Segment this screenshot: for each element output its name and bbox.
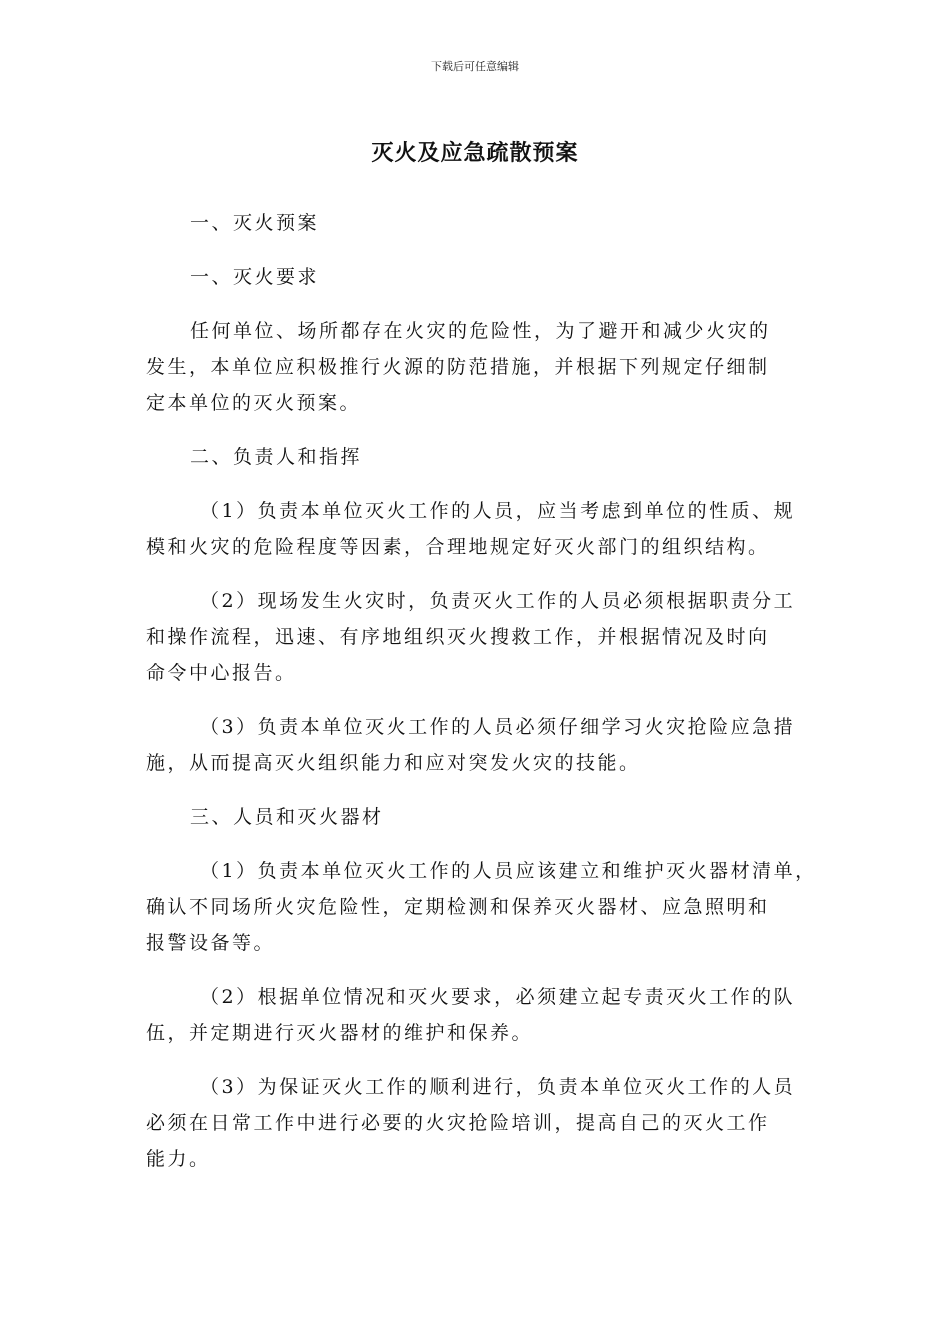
paragraph (146, 493, 808, 565)
paragraph (146, 583, 808, 691)
paragraph-line: 命令中心报告。 (146, 662, 297, 684)
paragraph-line: 模和火灾的危险程度等因素，合理地规定好灭火部门的组织结构。 (146, 536, 770, 558)
paragraph-line: 必须在日常工作中进行必要的火灾抢险培训，提高自己的灭火工作 (146, 1112, 770, 1134)
paragraph (146, 709, 808, 781)
paragraph (146, 853, 817, 961)
paragraph-line: （2）根据单位情况和灭火要求，必须建立起专责灭火工作的队 (200, 986, 796, 1008)
paragraph-line: （1）负责本单位灭火工作的人员应该建立和维护灭火器材清单， (200, 860, 817, 882)
paragraph-line: 定本单位的灭火预案。 (146, 392, 362, 414)
paragraph-line: 伍，并定期进行灭火器材的维护和保养。 (146, 1022, 534, 1044)
paragraph (146, 1069, 808, 1177)
paragraph-line: （2）现场发生火灾时，负责灭火工作的人员必须根据职责分工 (200, 590, 796, 612)
download-edit-note: 下载后可任意编辑 (431, 60, 519, 73)
paragraph-line: （3）负责本单位灭火工作的人员必须仔细学习火灾抢险应急措 (200, 716, 796, 738)
paragraph-line: 施，从而提高灭火组织能力和应对突发火灾的技能。 (146, 752, 641, 774)
paragraph-line: 发生，本单位应积极推行火源的防范措施，并根据下列规定仔细制 (146, 356, 770, 378)
section-heading: 一、灭火要求 (190, 266, 320, 288)
section-heading: 一、灭火预案 (190, 212, 320, 234)
section-heading: 二、负责人和指挥 (190, 446, 363, 468)
document-title: 灭火及应急疏散预案 (371, 141, 579, 166)
paragraph (146, 313, 808, 421)
paragraph-line: 报警设备等。 (146, 932, 276, 954)
paragraph-line: 任何单位、场所都存在火灾的危险性，为了避开和减少火灾的 (190, 320, 771, 342)
paragraph-line: 能力。 (146, 1148, 211, 1170)
paragraph-line: 和操作流程，迅速、有序地组织灭火搜救工作，并根据情况及时向 (146, 626, 770, 648)
paragraph-line: （1）负责本单位灭火工作的人员，应当考虑到单位的性质、规 (200, 500, 796, 522)
document-body (146, 205, 817, 1195)
paragraph-line: 确认不同场所火灾危险性，定期检测和保养灭火器材、应急照明和 (146, 896, 770, 918)
paragraph-line: （3）为保证灭火工作的顺利进行，负责本单位灭火工作的人员 (200, 1076, 796, 1098)
paragraph (146, 979, 808, 1051)
section-heading: 三、人员和灭火器材 (190, 806, 384, 828)
